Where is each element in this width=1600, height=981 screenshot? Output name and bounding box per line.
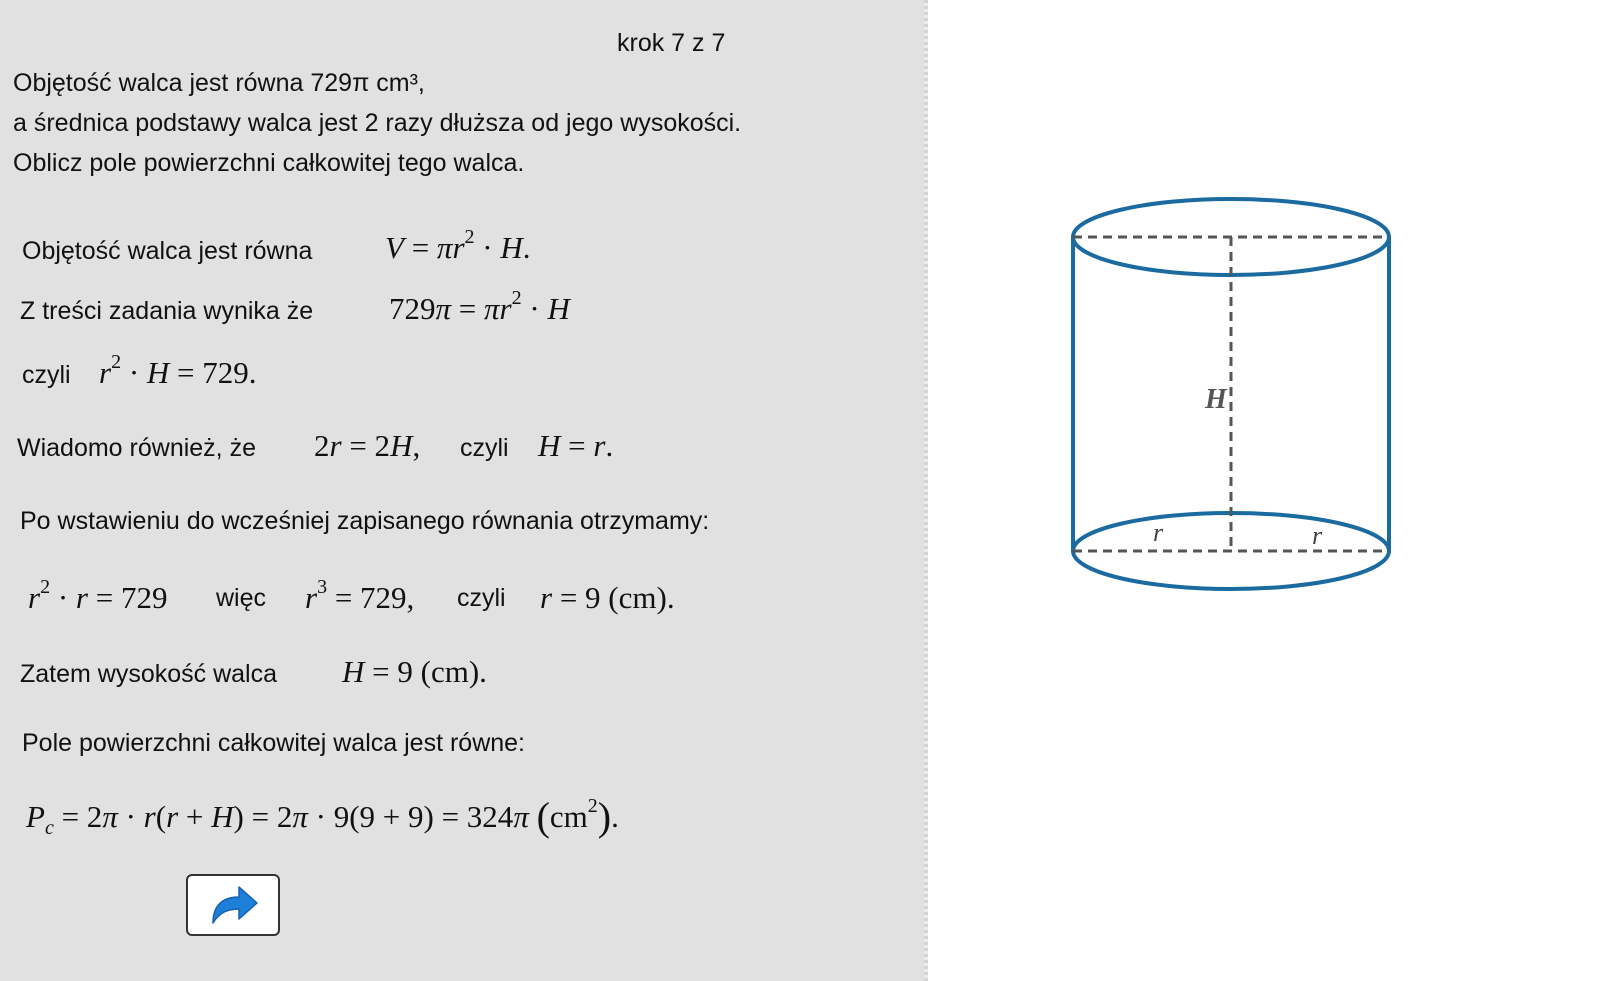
- r2h-equation: $r^2 \cdot H = 729$.: [99, 350, 257, 390]
- volume-formula: $V = \pi r^2 \cdot H$.: [385, 225, 531, 265]
- volume-label: Objętość walca jest równa: [22, 237, 313, 265]
- r-cubed-step: $r^2 \cdot r = 729$: [28, 575, 168, 615]
- hence-label: więc: [216, 584, 267, 612]
- next-button[interactable]: [186, 874, 280, 936]
- redo-arrow-icon: [205, 881, 261, 929]
- step-indicator: krok 7 z 7: [617, 29, 726, 57]
- panel-divider: [924, 0, 928, 981]
- total-area-formula: $P_c = 2\pi \cdot r(r + H) = 2\pi \cdot 9(9 + 9) = 324\pi$ $(cm^2)$.: [26, 794, 619, 840]
- diameter-equation: 2r = 2H,: [314, 428, 421, 463]
- r-cubed-equation: $r^3 = 729$,: [305, 575, 415, 615]
- cylinder-figure: [1060, 186, 1410, 606]
- volume-equation: $729\pi = \pi r^2 \cdot H$: [389, 286, 570, 326]
- height-label: Zatem wysokość walca: [20, 660, 278, 688]
- height-label-h: H: [1205, 384, 1227, 415]
- substitution-label: Po wstawieniu do wcześniej zapisanego równania otrzymamy:: [20, 507, 710, 535]
- radius-result: r = 9 (cm).: [540, 580, 675, 615]
- so-label-2: czyli: [460, 434, 509, 462]
- h-equals-r: H = r.: [538, 428, 614, 463]
- height-result: H = 9 (cm).: [342, 654, 487, 689]
- total-area-label: Pole powierzchni całkowitej walca jest równe:: [22, 729, 526, 757]
- task-line-2: a średnica podstawy walca jest 2 razy dłuższa od jego wysokości.: [13, 109, 742, 137]
- from-task-label: Z treści zadania wynika że: [20, 297, 314, 325]
- radius-label-left: r: [1153, 518, 1164, 547]
- so-label-3: czyli: [457, 584, 506, 612]
- so-label: czyli: [22, 361, 71, 389]
- task-line-1: Objętość walca jest równa 729π cm³,: [13, 69, 425, 97]
- task-line-3: Oblicz pole powierzchni całkowitej tego walca.: [13, 149, 525, 177]
- radius-label-right: r: [1312, 521, 1323, 550]
- also-known-label: Wiadomo również, że: [17, 434, 256, 462]
